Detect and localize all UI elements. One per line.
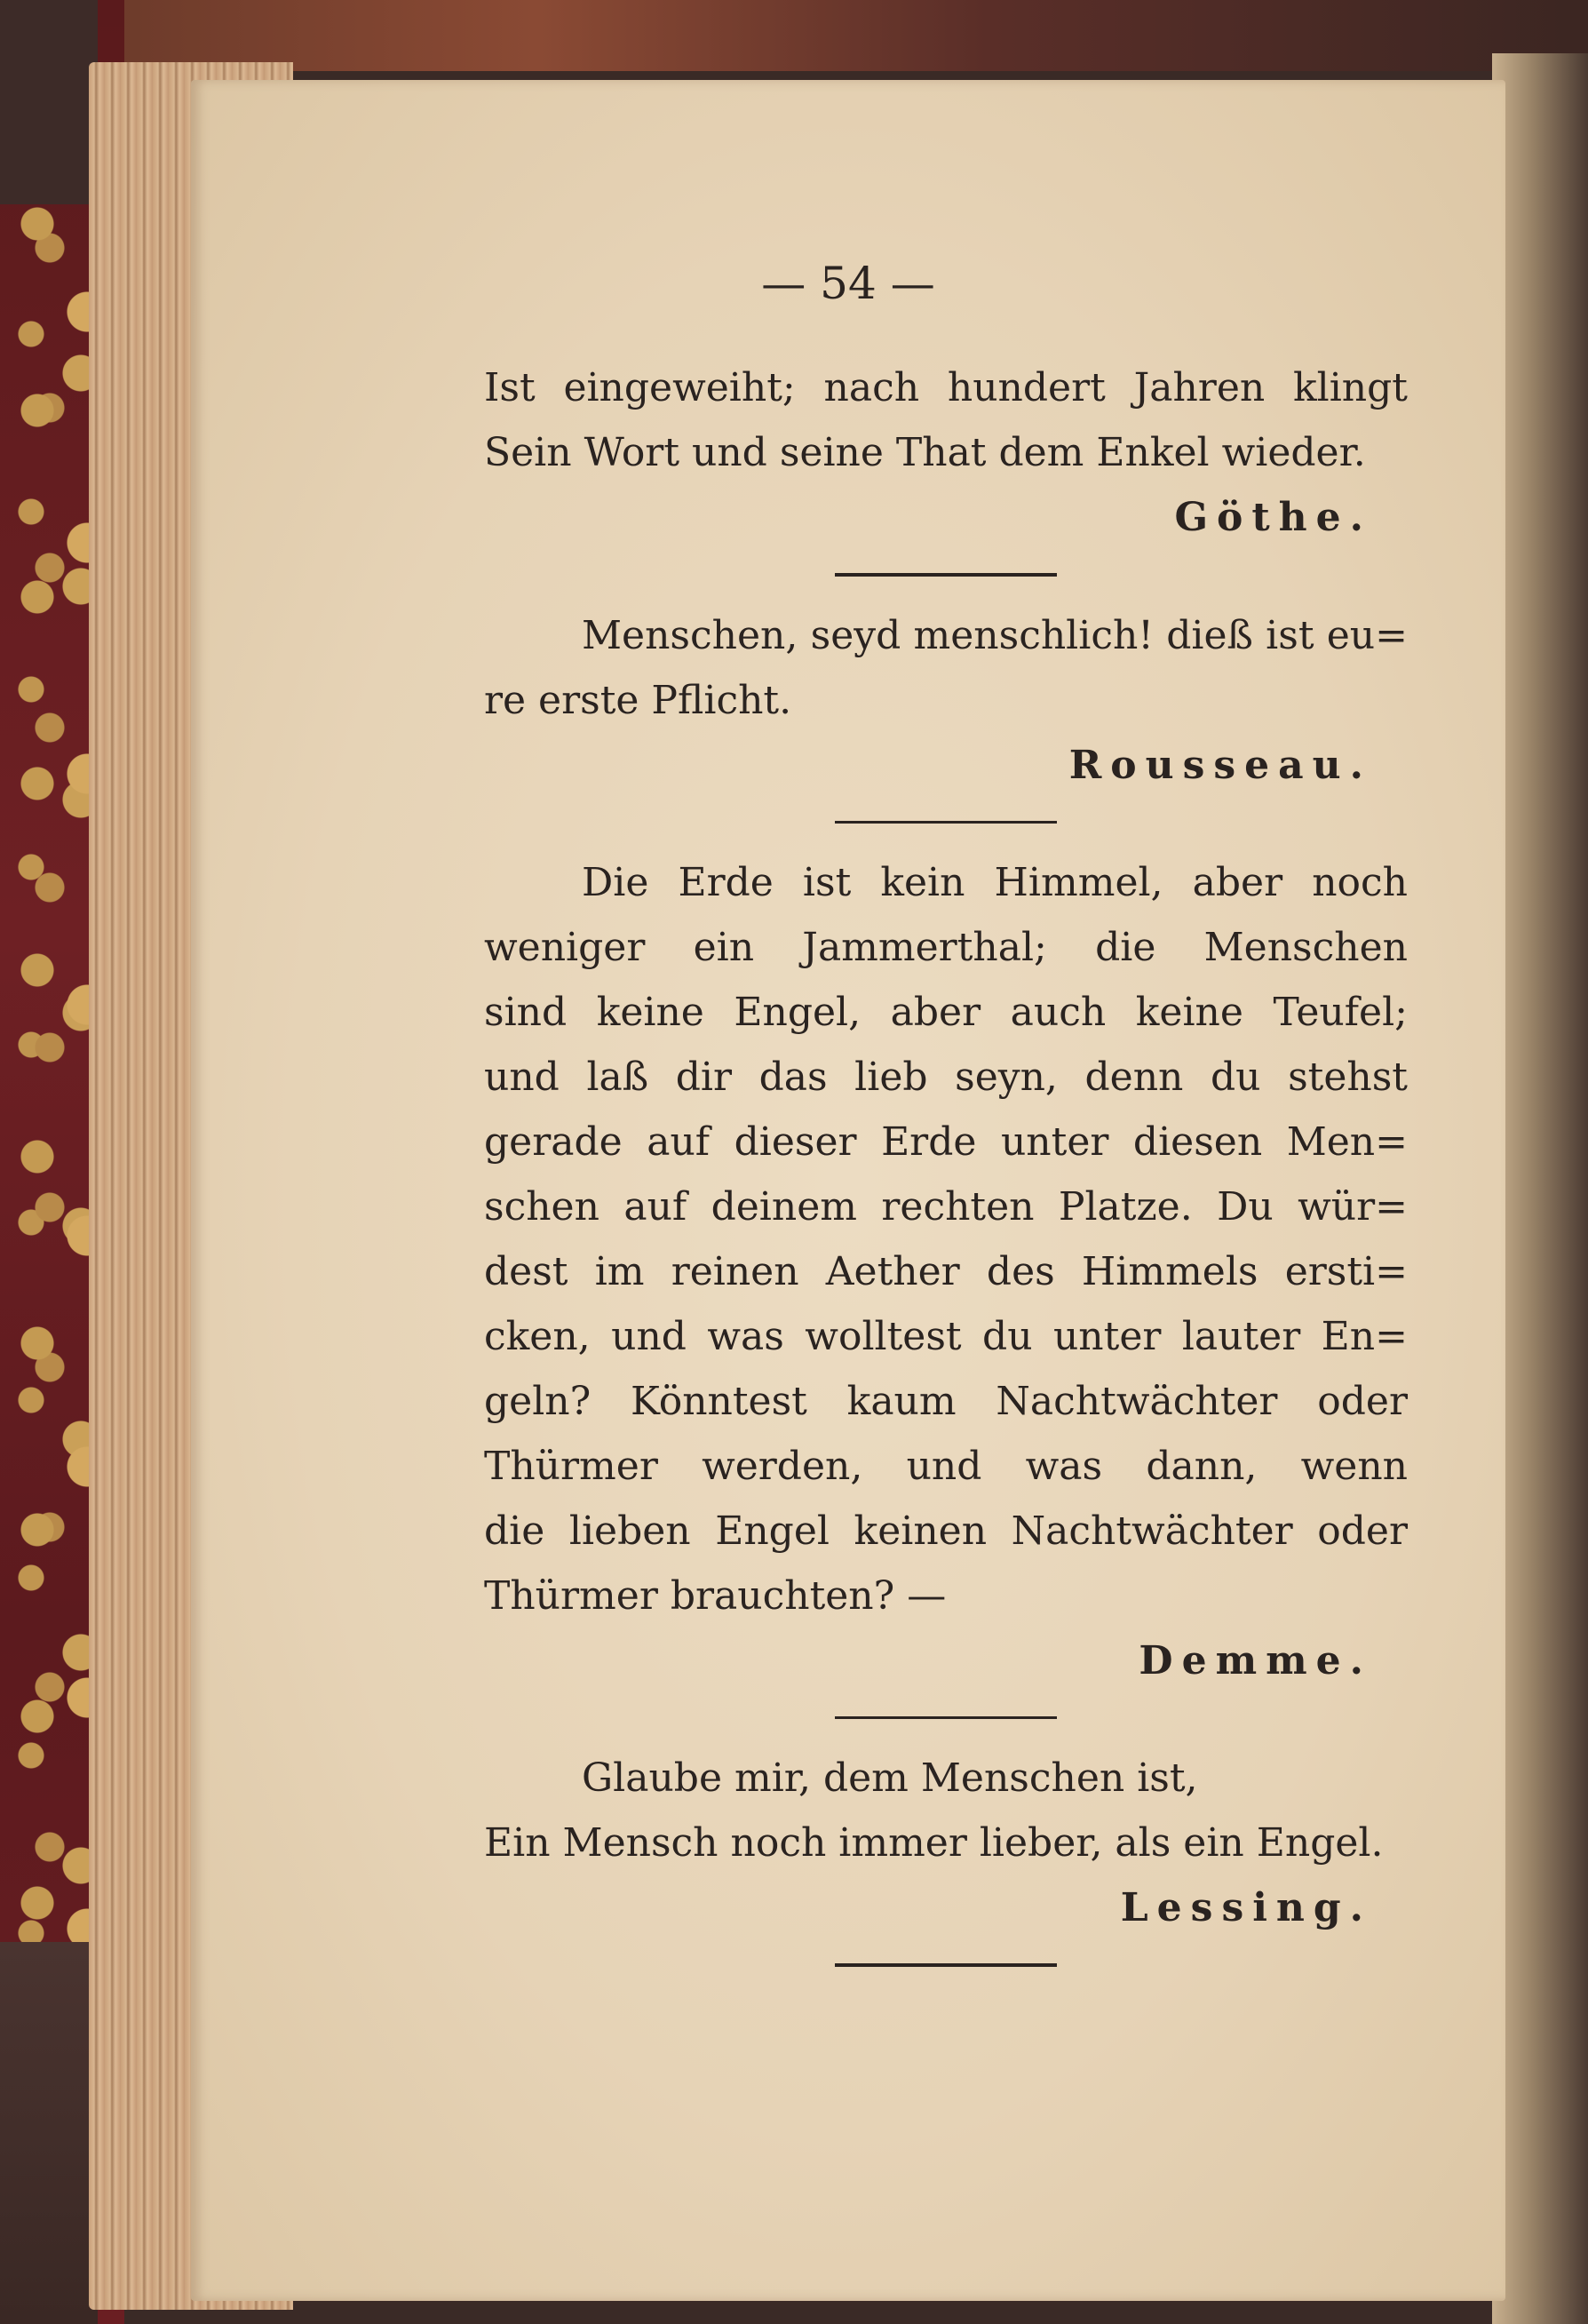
text-line: Die Erde ist kein Himmel, aber noch — [582, 860, 1408, 905]
text-line: Thürmer werden, und was dann, wenn — [484, 1444, 1408, 1489]
text-line: sind keine Engel, aber auch keine Teufel; — [484, 990, 1408, 1035]
author-name: Göthe. — [1174, 495, 1372, 540]
text-line: Thürmer brauchten? — — [484, 1573, 947, 1619]
quote-goethe — [484, 355, 1408, 550]
quote-demme — [484, 850, 1408, 1693]
cover-corner-top — [0, 0, 98, 204]
text-line: re erste Pflicht. — [484, 678, 792, 723]
text-line: Ein Mensch noch immer lieber, als ein Engel. — [484, 1820, 1384, 1866]
text-line: Menschen, seyd menschlich! dieß ist eu= — [582, 613, 1408, 658]
separator-rule — [835, 573, 1057, 577]
text-line: die lieben Engel keinen Nachtwächter oder — [484, 1508, 1408, 1554]
author-name: Demme. — [1139, 1638, 1372, 1683]
text-line: und laß dir das lieb seyn, denn du stehst — [484, 1055, 1408, 1100]
gutter-shadow — [1492, 53, 1588, 2324]
separator-rule — [835, 1716, 1057, 1719]
separator-rule — [835, 1963, 1057, 1967]
author-name: Lessing. — [1120, 1885, 1372, 1930]
text-line: schen auf deinem rechten Platze. Du wür= — [484, 1184, 1408, 1230]
text-line: geln? Könntest kaum Nachtwächter oder — [484, 1379, 1408, 1424]
text-line: weniger ein Jammerthal; die Menschen — [484, 925, 1408, 970]
author-name: Rousseau. — [1068, 743, 1372, 788]
quote-rousseau — [484, 603, 1408, 798]
quote-lessing — [484, 1746, 1408, 1940]
text-line: Ist eingeweiht; nach hundert Jahren klingt — [484, 365, 1408, 410]
book-top-edge — [89, 0, 1588, 71]
page-number: — 54 — — [761, 258, 935, 309]
cover-corner-bottom — [0, 1942, 98, 2324]
text-line: dest im reinen Aether des Himmels ersti= — [484, 1249, 1408, 1294]
text-line: Glaube mir, dem Menschen ist, — [582, 1755, 1198, 1801]
separator-rule — [835, 821, 1057, 824]
text-line: gerade auf dieser Erde unter diesen Men= — [484, 1119, 1408, 1165]
page-text — [484, 355, 1408, 1994]
text-line: cken, und was wolltest du unter lauter En= — [484, 1314, 1408, 1359]
text-line: Sein Wort und seine That dem Enkel wieder. — [484, 430, 1366, 475]
